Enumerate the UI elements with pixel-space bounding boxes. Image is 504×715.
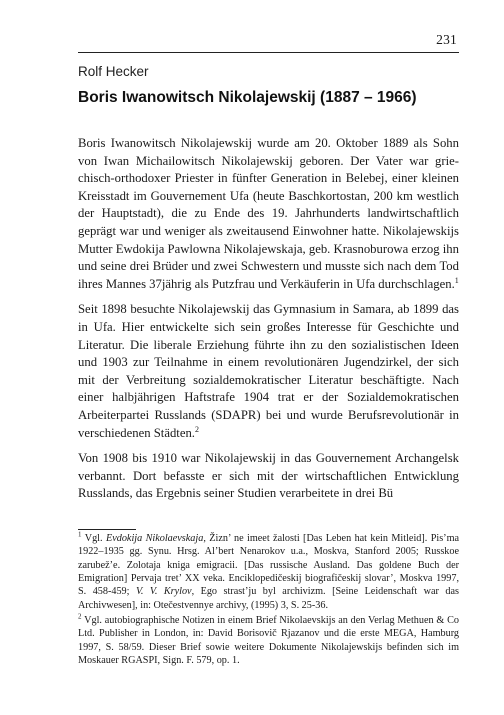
footnote-italic-author: Evdokija Nikolaevskaja — [105, 533, 204, 544]
footnote-text: , Žizn’ ne imeet žalosti [Das Leben hat kein Mitleid]. Pis’ma 1922–1935 gg. Synu. Hrsg. Al’bert Nenarokov u.a., Moskva, Stanford 2005; Russkoe zarubež’e. Zolotaja kniga emigracii. [Das russische Ausland. Das goldene Buch der Emigration] Pervaja tret’ XX veka. Enciklopedičeskij biografičeskij slovar’, Moskva 1997, S. 458-459; — [78, 533, 460, 598]
footnote-text-2: , Ego strast’ju byl archivizm. [Seine Leidenschaft war das Archivwesen], in: Otečestvennye archivy, (1995) 3, S. 25-36. — [78, 586, 460, 611]
body-text — [78, 135, 459, 503]
footnote-rule — [78, 529, 136, 530]
footnote-ref: 1 — [454, 275, 459, 285]
paragraph-text: Boris Iwanowitsch Nikolajewskij wurde am 20. Oktober 1889 als Sohn von Iwan Michailowitsch Nikolajewskij geboren. Der Vater war griechisch-orthodoxer Priester in fünfter Generation in Belebej, einer kleinen Kreisstadt im Gouvernement Ufa (heute Baschkortostan, 200 km westlich der Hauptstadt), die zu Ende des 19. Jahrhunderts landwirtschaftlich geprägt war und weniger als zweitausend Einwohner hatte. Nikolajewskijs Mutter Ewdokija Pawlowna Nikolajewskaja, geb. Krasnoburowa erzog ihn und seine drei Brüder und zwei Schwestern und musste sich nach dem Tod ihres Mannes 37jährig als Putzfrau und Verkäuferin in Ufa durchschlagen. — [78, 136, 459, 291]
footnote-number: 1 — [78, 530, 82, 539]
footnote-2 — [78, 614, 459, 667]
footnote-ref: 2 — [194, 424, 199, 434]
paragraph-text: Seit 1898 besuchte Nikolajewskij das Gymnasium in Samara, ab 1899 das in Ufa. Hier entwickelte sich sein großes Interesse für Geschichte und Literatur. Die liberale Erziehung führte ihn zu den sozialistischen Ideen und 1903 zur Teilnahme in einem revolutionären Jugendzirkel, der sich mit der Verbreitung sozialdemokratischer Literatur beschäftigte. Nach einer halbjährigen Haftstrafe 1904 trat er der Sozialdemokratischen Arbeiterpartei Russlands (SDAPR) bei und wurde Berufsrevolutionär in verschiedenen Städten. — [78, 302, 459, 440]
footnote-number: 2 — [78, 612, 82, 621]
footnotes — [78, 532, 459, 669]
paragraph-2 — [78, 301, 459, 442]
chapter-title: Boris Iwanowitsch Nikolajewskij (1887 – 1966) — [78, 89, 417, 106]
footnote-lead: Vgl. — [84, 533, 106, 544]
paragraph-3 — [78, 450, 459, 503]
footnote-text: Vgl. autobiographische Notizen in einem Brief Nikolaevskijs an den Verlag Methuen & Co Ltd. Publisher in London, in: David Borisovič Rjazanov und die erste MEGA, Hamburg 1997, S. 58/59. Dieser Brief sowie weitere Dokumente Nikolajewskijs befinden sich im Moskauer RGASPI, Sign. F. 579, op. 1. — [78, 615, 459, 667]
chapter-author: Rolf Hecker — [78, 64, 149, 79]
footnote-italic-author-2: V. V. Krylov — [135, 586, 192, 598]
footnote-1 — [78, 532, 459, 612]
paragraph-text: Von 1908 bis 1910 war Nikolajewskij in das Gouvernement Archangelsk verbannt. Dort befasste er sich mit der wirtschaftlichen Entwicklung Russlands, das Ergebnis seiner Studien verarbeitete in drei Bü — [78, 451, 459, 501]
paragraph-1 — [78, 135, 459, 293]
header-rule — [78, 52, 459, 53]
page-number: 231 — [436, 32, 457, 47]
